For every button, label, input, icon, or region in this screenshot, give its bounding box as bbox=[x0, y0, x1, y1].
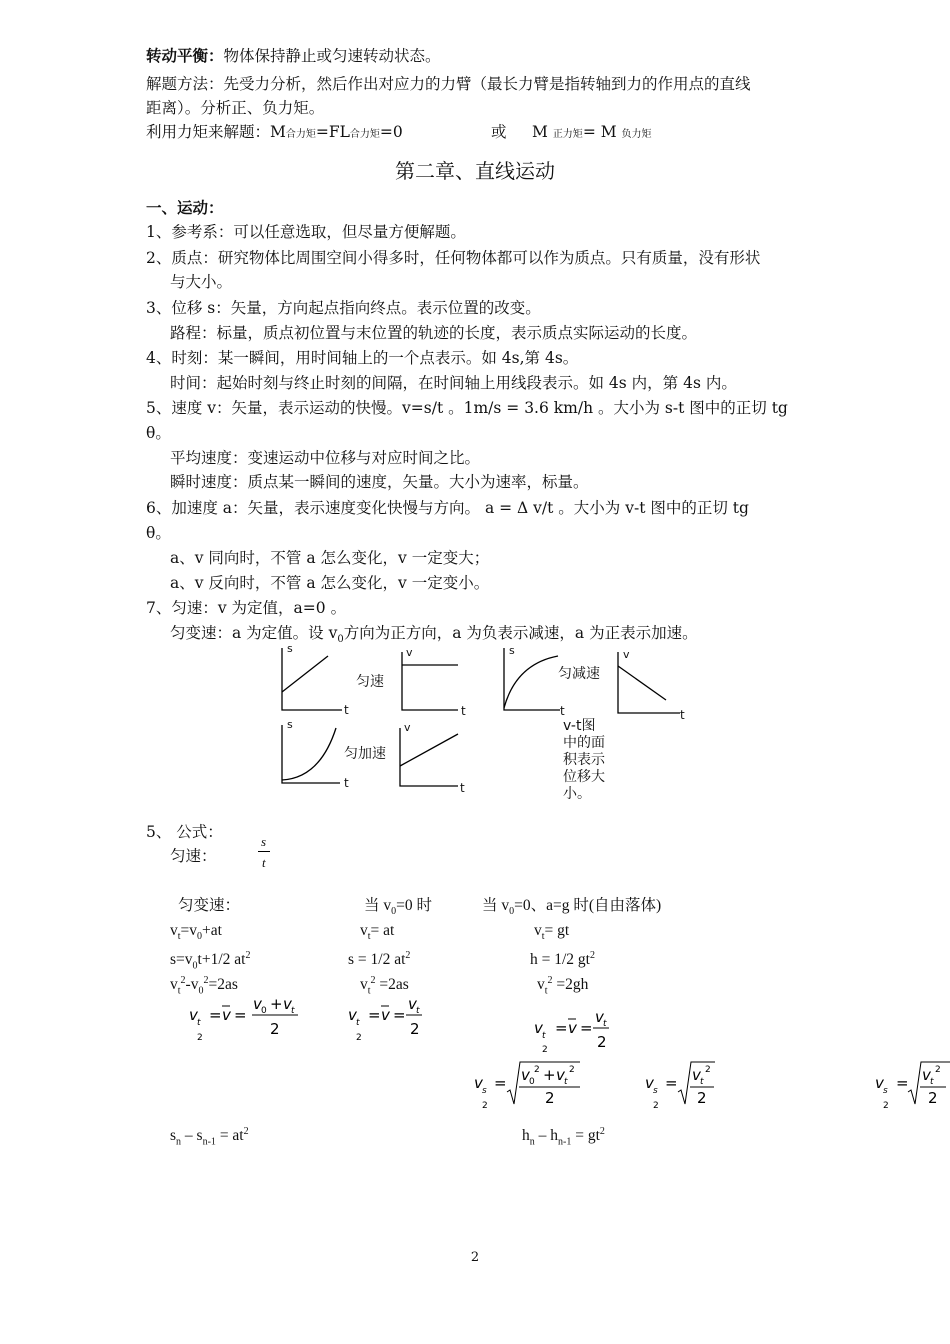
r2c3-a: h = 1/2 gt bbox=[530, 951, 590, 969]
f6-v: v bbox=[875, 1074, 884, 1092]
torque-end: =0 bbox=[379, 123, 403, 141]
f6-num-t: t bbox=[930, 1077, 934, 1087]
f4-v: v bbox=[474, 1074, 483, 1092]
f6-sub-s: s bbox=[883, 1086, 888, 1096]
r3c1-v: v bbox=[170, 976, 178, 994]
item-3a: 3、位移 s：矢量，方向起点指向终点。表示位置的改变。 bbox=[146, 299, 541, 317]
r3c2-sub: t bbox=[367, 985, 371, 997]
r3c1-sup: 2 bbox=[180, 975, 186, 986]
torque-mid: =FL bbox=[315, 123, 350, 141]
r1c2-rest: = at bbox=[370, 922, 395, 939]
f1-vbar: v bbox=[222, 1006, 231, 1024]
item-7b-sub: 0 bbox=[337, 634, 344, 646]
f3-sub-2: 2 bbox=[542, 1045, 548, 1055]
f2-eq2: = bbox=[393, 1006, 406, 1024]
diff1-sub2: n-1 bbox=[202, 1136, 216, 1148]
f2-v: v bbox=[348, 1006, 357, 1024]
diff1-mid: – s bbox=[181, 1127, 203, 1145]
f1-v: v bbox=[189, 1006, 198, 1024]
f2-eq1: = bbox=[368, 1006, 381, 1024]
f4-num-sq2: 2 bbox=[569, 1065, 575, 1075]
r2c1-rest: t+1/2 at bbox=[197, 951, 246, 969]
g2-t-label: t bbox=[461, 704, 466, 718]
f1-plus: + bbox=[270, 995, 283, 1013]
item-4b: 时间：起始时刻与终止时刻的间隔，在时间轴上用线段表示。如 4s 内，第 4s 内。 bbox=[170, 374, 737, 392]
f1-sub-t: t bbox=[197, 1018, 201, 1028]
diff1-rest: = at bbox=[215, 1127, 244, 1145]
f5-sub-s: s bbox=[653, 1086, 658, 1096]
f3-vbar: v bbox=[568, 1019, 577, 1037]
r1c1-sub2: 0 bbox=[197, 931, 203, 943]
item-4a: 4、时刻：某一瞬间，用时间轴上的一个点表示。如 4s,第 4s。 bbox=[146, 349, 579, 367]
formula-avg-velocity-1 bbox=[189, 995, 295, 1043]
diff2-sub2: n-1 bbox=[558, 1136, 572, 1148]
diff-formula-2 bbox=[522, 1122, 605, 1152]
diff-formula-1 bbox=[170, 1122, 249, 1152]
g3-s-label: s bbox=[509, 644, 515, 657]
col3-head-pre: 当 v bbox=[482, 897, 510, 914]
f6-num-sq: 2 bbox=[935, 1065, 941, 1075]
r1c1-v: v bbox=[170, 922, 178, 939]
diff2-sub1: n bbox=[529, 1136, 535, 1148]
f4-sub-s: s bbox=[482, 1086, 487, 1096]
f1-num-vt: v bbox=[283, 995, 292, 1013]
r3c3-sub: t bbox=[544, 985, 548, 997]
f3-sub-t: t bbox=[542, 1031, 546, 1041]
formula-mid-position-velocity-1 bbox=[474, 1065, 575, 1111]
formula-mid-position-velocity-3 bbox=[875, 1065, 941, 1111]
f6-num-v: v bbox=[922, 1066, 931, 1084]
r3c3-sup: 2 bbox=[547, 975, 553, 986]
item-6a: 6、加速度 a：矢量，表示速度变化快慢与方向。 a = Δ v/t 。大小为 v-t 图中的正切 tg bbox=[146, 499, 749, 517]
r1c1-rest: =v bbox=[180, 922, 198, 939]
f6-den: 2 bbox=[928, 1089, 938, 1107]
col3-head-sub: 0 bbox=[509, 906, 515, 918]
r3c1-sub: t bbox=[177, 985, 181, 997]
item-5c: 平均速度：变速运动中位移与对应时间之比。 bbox=[170, 449, 481, 467]
item-1: 1、参考系：可以任意选取，但尽量方便解题。 bbox=[146, 223, 466, 241]
area-note-2: 中的面 bbox=[563, 735, 605, 751]
torque-m1: M bbox=[532, 123, 548, 141]
torque-sub3: 正力矩 bbox=[552, 129, 583, 140]
col2-head-post: =0 时 bbox=[396, 897, 433, 914]
f1-den: 2 bbox=[270, 1020, 280, 1038]
f4-num-vt: v bbox=[556, 1066, 565, 1084]
g4-t-label: t bbox=[680, 708, 685, 722]
formula-mid-position-velocity-2 bbox=[645, 1065, 711, 1111]
formula-avg-velocity-2 bbox=[348, 995, 420, 1043]
torque-sub1: 合力矩 bbox=[285, 129, 316, 140]
diff2-rest: = gt bbox=[571, 1127, 600, 1145]
diff2-mid: – h bbox=[534, 1127, 558, 1145]
formula-heading: 5、 公式： bbox=[146, 823, 223, 841]
f4-num-0: 0 bbox=[529, 1077, 535, 1087]
r2c1-sub: 0 bbox=[192, 960, 198, 972]
f6-eq: = bbox=[896, 1074, 909, 1092]
col1-head: 匀变速： bbox=[178, 897, 241, 914]
f4-num-v0: v bbox=[521, 1066, 530, 1084]
f5-sub-2: 2 bbox=[653, 1101, 659, 1111]
r3c3-v: v bbox=[537, 976, 545, 994]
r1c1-end: +at bbox=[202, 922, 222, 939]
item-5b: θ。 bbox=[146, 424, 171, 442]
uniform-label: 匀速 bbox=[356, 674, 384, 690]
accel-label: 匀加速 bbox=[344, 746, 386, 762]
area-note-3: 积表示 bbox=[563, 752, 605, 768]
item-2a: 2、质点：研究物体比周围空间小得多时，任何物体都可以作为质点。只有质量，没有形状 bbox=[146, 249, 761, 267]
item-7a: 7、匀速：v 为定值，a=0 。 bbox=[146, 599, 347, 617]
f2-sub-t: t bbox=[356, 1018, 360, 1028]
method-line-1: 解题方法：先受力分析，然后作出对应力的力臂（最长力臂是指转轴到力的作用点的直线 bbox=[146, 75, 751, 93]
r2c1-a: s=v bbox=[170, 951, 193, 969]
f4-num-t: t bbox=[564, 1077, 568, 1087]
f4-num-sq1: 2 bbox=[534, 1065, 540, 1075]
torque-eq: = M bbox=[582, 123, 617, 141]
r1c3-sub: t bbox=[541, 931, 545, 943]
section-heading: 一、运动： bbox=[146, 198, 224, 217]
item-6d: a、v 反向时，不管 a 怎么变化，v 一定变小。 bbox=[170, 574, 490, 592]
r1c2-v: v bbox=[360, 922, 368, 939]
f3-eq1: = bbox=[555, 1019, 568, 1037]
g1-s-label: s bbox=[287, 642, 293, 655]
r1c3-rest: = gt bbox=[544, 922, 570, 939]
r3c1-sup2: 2 bbox=[203, 975, 209, 986]
frac-s: s bbox=[261, 834, 267, 849]
g5-s-label: s bbox=[287, 718, 293, 731]
col3-head-post: =0、a=g 时(自由落体) bbox=[514, 897, 662, 914]
g5-t-label: t bbox=[344, 776, 349, 790]
torque-or: 或 bbox=[491, 123, 507, 141]
item-7b-post: 方向为正方向，a 为负表示减速，a 为正表示加速。 bbox=[343, 624, 698, 642]
f3-den: 2 bbox=[597, 1033, 607, 1051]
area-note-1: v-t图 bbox=[563, 718, 596, 734]
item-5a: 5、速度 v：矢量，表示运动的快慢。v=s/t 。1m/s = 3.6 km/h 。大小为 s-t 图中的正切 tg bbox=[146, 399, 788, 417]
item-2b: 与大小。 bbox=[170, 273, 233, 291]
col2-head-pre: 当 v bbox=[364, 897, 392, 914]
f3-v: v bbox=[534, 1019, 543, 1037]
r1c3-v: v bbox=[534, 922, 542, 939]
g3-t-label: t bbox=[560, 704, 565, 718]
decel-label: 匀减速 bbox=[558, 666, 600, 682]
g2-v-label: v bbox=[406, 646, 413, 659]
r3c1-rest: -v bbox=[185, 976, 199, 994]
area-note-5: 小。 bbox=[563, 786, 591, 802]
g1-t-label: t bbox=[344, 703, 349, 717]
balance-text: 物体保持静止或匀速转动状态。 bbox=[223, 47, 441, 65]
torque-prefix: 利用力矩来解题：M bbox=[146, 123, 286, 141]
f2-num-t: t bbox=[416, 1006, 420, 1016]
page-number: 2 bbox=[470, 1250, 480, 1265]
area-note-4: 位移大 bbox=[563, 769, 605, 785]
g6-v-label: v bbox=[404, 721, 411, 734]
f3-eq2: = bbox=[580, 1019, 593, 1037]
f5-v: v bbox=[645, 1074, 654, 1092]
diff1-sup: 2 bbox=[243, 1126, 249, 1137]
f2-num-v: v bbox=[408, 995, 417, 1013]
formula-avg-velocity-3 bbox=[534, 1008, 607, 1055]
r2c3-sup: 2 bbox=[589, 950, 595, 961]
r3c1-end: =2as bbox=[208, 976, 238, 994]
f4-den: 2 bbox=[545, 1089, 555, 1107]
f4-sub-2: 2 bbox=[482, 1101, 488, 1111]
r3c3-rest: =2gh bbox=[552, 976, 589, 994]
balance-title: 转动平衡： bbox=[146, 46, 224, 65]
r3c1-sub2: 0 bbox=[198, 985, 204, 997]
f1-eq2: = bbox=[234, 1006, 247, 1024]
item-7b-pre: 匀变速：a 为定值。设 v bbox=[170, 624, 338, 642]
torque-sub4: 负力矩 bbox=[621, 129, 652, 140]
uniform-formula-label: 匀速： bbox=[170, 847, 217, 865]
r3c2-rest: =2as bbox=[375, 976, 409, 994]
f4-eq: = bbox=[494, 1074, 507, 1092]
g4-v-label: v bbox=[623, 648, 630, 661]
diff2-sup: 2 bbox=[599, 1126, 605, 1137]
f1-sub-2: 2 bbox=[197, 1033, 203, 1043]
r1c1-sub: t bbox=[177, 931, 181, 943]
f3-num-t: t bbox=[603, 1019, 607, 1029]
r3c2-sup: 2 bbox=[370, 975, 376, 986]
f5-num-t: t bbox=[700, 1077, 704, 1087]
f4-plus: + bbox=[543, 1066, 556, 1084]
r2c2-sup: 2 bbox=[405, 950, 411, 961]
f1-num-0: 0 bbox=[261, 1006, 267, 1016]
r1c2-sub: t bbox=[367, 931, 371, 943]
diff1-pre: s bbox=[170, 1127, 177, 1145]
f1-eq1: = bbox=[209, 1006, 222, 1024]
item-3b: 路程：标量，质点初位置与末位置的轨迹的长度，表示质点实际运动的长度。 bbox=[170, 324, 698, 342]
item-6c: a、v 同向时，不管 a 怎么变化，v 一定变大； bbox=[170, 549, 490, 567]
diff2-pre: h bbox=[522, 1127, 530, 1145]
item-5d: 瞬时速度：质点某一瞬间的速度，矢量。大小为速率，标量。 bbox=[170, 473, 589, 491]
frac-t: t bbox=[262, 855, 266, 870]
diff1-sub1: n bbox=[176, 1136, 182, 1148]
g6-t-label: t bbox=[460, 781, 465, 795]
f3-num-v: v bbox=[595, 1008, 604, 1026]
f1-num-v0: v bbox=[253, 995, 262, 1013]
item-6b: θ。 bbox=[146, 524, 171, 542]
r2c2-a: s = 1/2 at bbox=[348, 951, 406, 969]
f5-eq: = bbox=[665, 1074, 678, 1092]
f5-num-sq: 2 bbox=[705, 1065, 711, 1075]
r2c1-sup: 2 bbox=[245, 950, 251, 961]
f5-num-v: v bbox=[692, 1066, 701, 1084]
torque-sub2: 合力矩 bbox=[349, 129, 380, 140]
f6-sub-2: 2 bbox=[883, 1101, 889, 1111]
f2-vbar: v bbox=[381, 1006, 390, 1024]
method-line-2: 距离）。分析正、负力矩。 bbox=[146, 99, 325, 117]
f2-sub-2: 2 bbox=[356, 1033, 362, 1043]
chapter-title: 第二章、直线运动 bbox=[395, 159, 555, 183]
f5-den: 2 bbox=[697, 1089, 707, 1107]
r3c2-v: v bbox=[360, 976, 368, 994]
f1-num-t: t bbox=[291, 1006, 295, 1016]
col2-head-sub: 0 bbox=[391, 906, 397, 918]
f2-den: 2 bbox=[410, 1020, 420, 1038]
